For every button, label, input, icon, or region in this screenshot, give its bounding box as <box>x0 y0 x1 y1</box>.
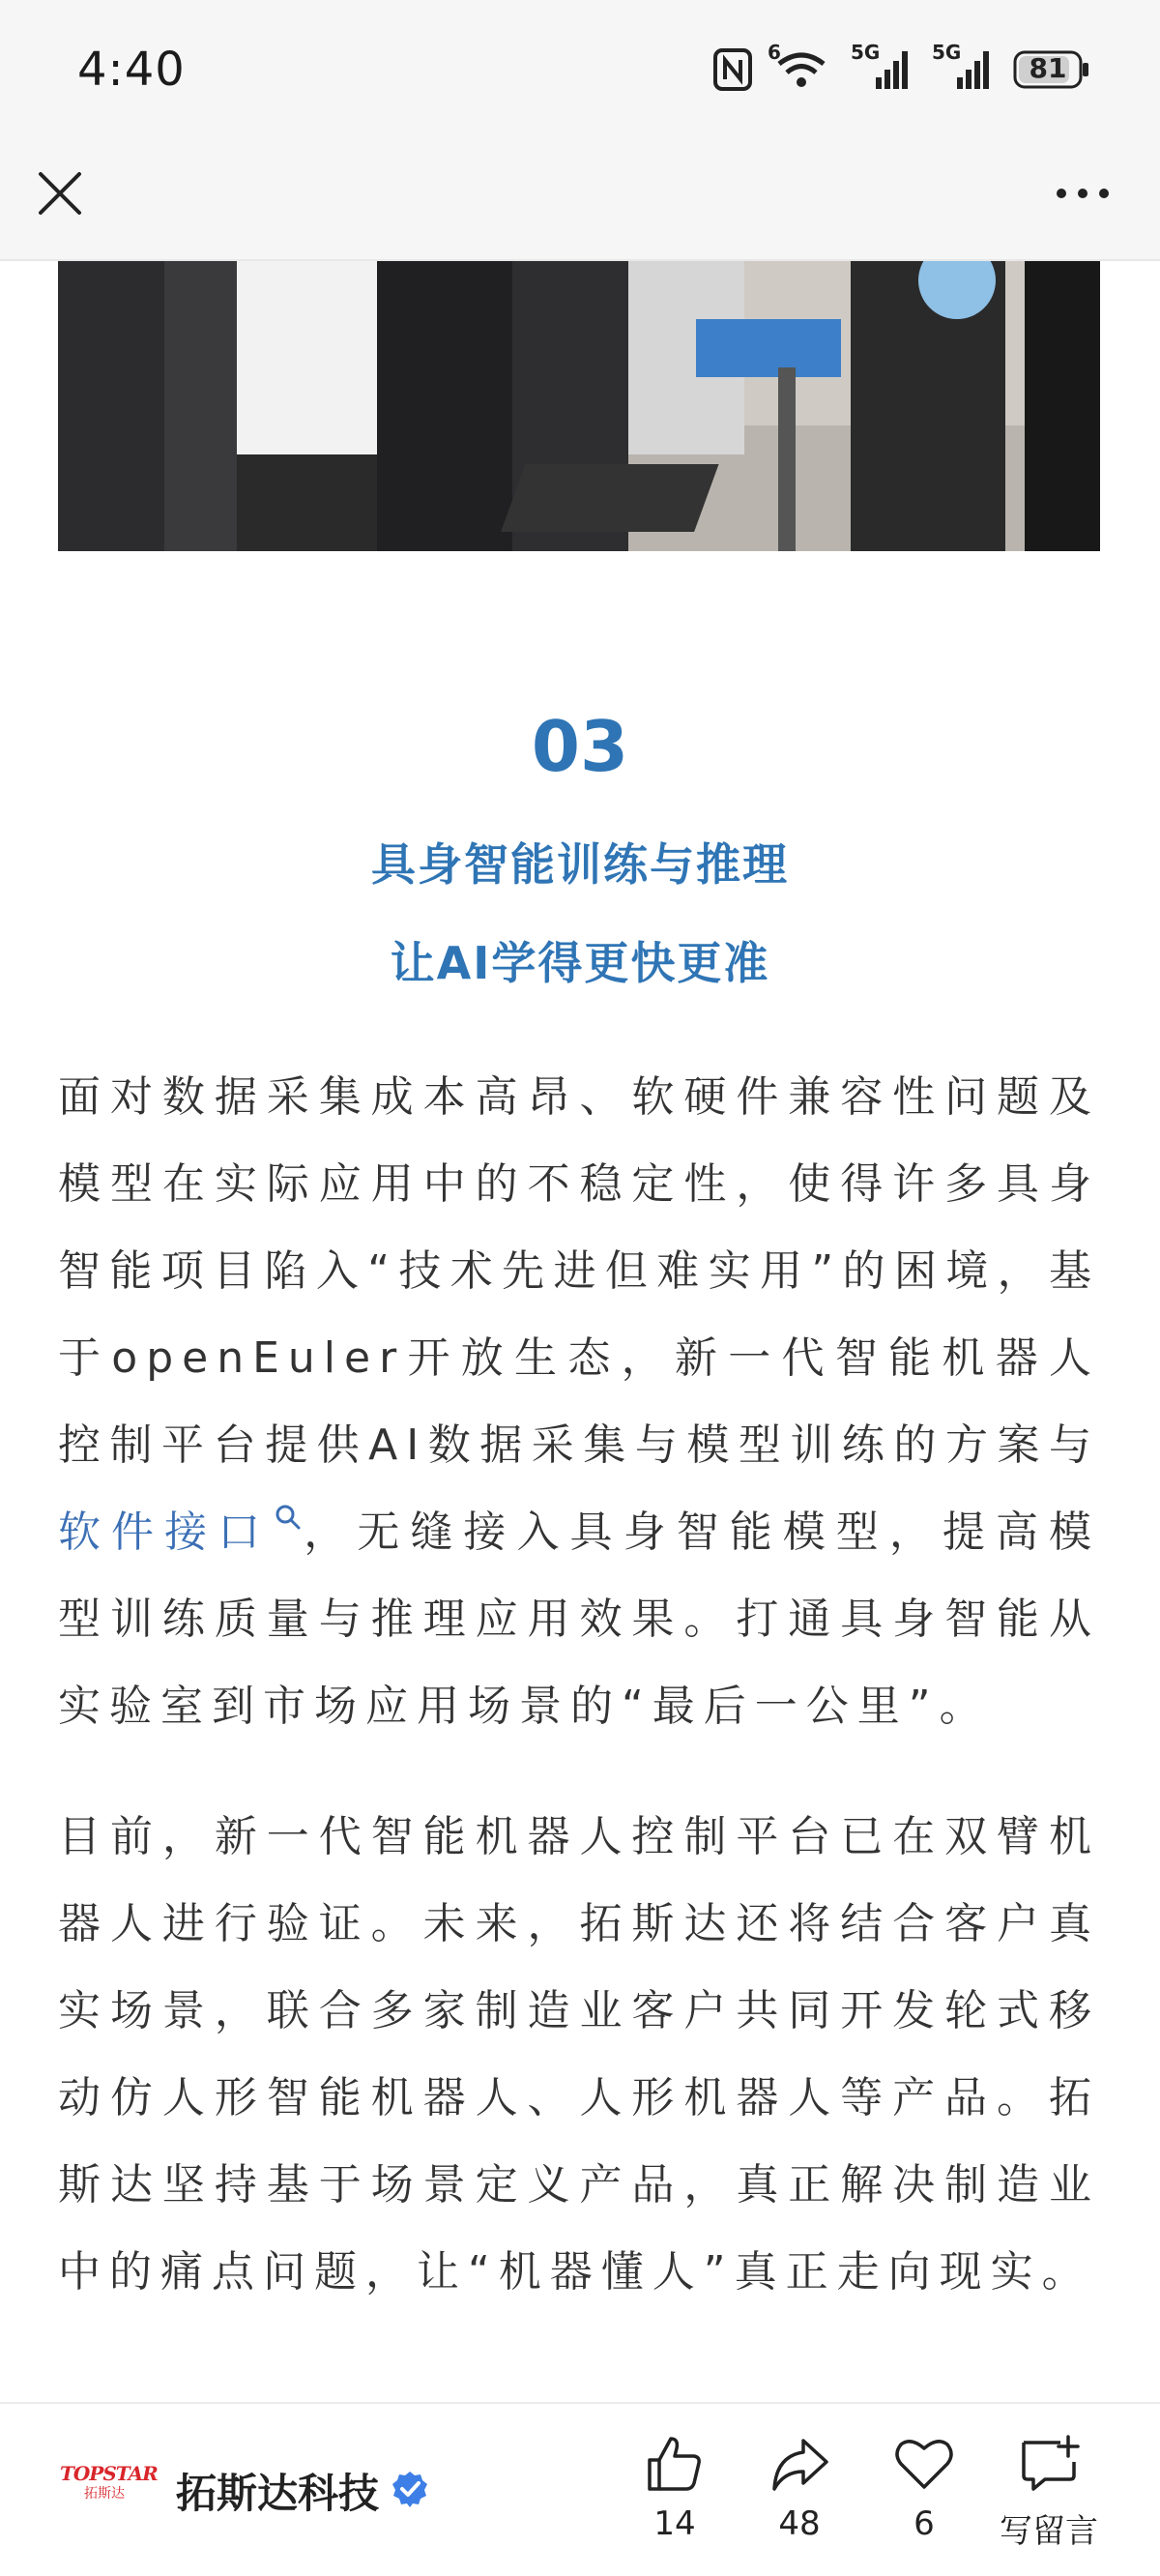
close-icon[interactable] <box>31 164 89 222</box>
section-title-line-1: 具身智能训练与推理 <box>371 838 789 891</box>
favorite-count: 6 <box>914 2504 935 2543</box>
comment-button[interactable] <box>988 2433 1110 2552</box>
verified-badge-icon <box>391 2470 429 2508</box>
comment-add-icon <box>1018 2433 1080 2495</box>
wifi-label: 6 <box>768 41 781 64</box>
thumbs-up-icon <box>644 2433 706 2495</box>
brand-logo-text: TOPSTAR <box>60 2462 158 2485</box>
signal-icon-1 <box>851 41 911 91</box>
account-name[interactable]: 拓斯达科技 <box>176 2470 380 2517</box>
bottom-action-bar <box>0 2402 1160 2576</box>
heart-icon <box>893 2433 955 2495</box>
more-icon[interactable] <box>1052 178 1114 209</box>
like-count: 14 <box>653 2504 696 2543</box>
software-interface-link[interactable] <box>58 1508 302 1557</box>
signal-label-2: 5G <box>932 41 962 64</box>
like-button[interactable] <box>617 2433 733 2543</box>
search-icon <box>275 1504 302 1531</box>
article-photo <box>58 261 1100 551</box>
comment-label: 写留言 <box>1000 2512 1098 2551</box>
status-bar <box>0 0 1160 135</box>
wifi-icon <box>768 41 829 91</box>
section-number: 03 <box>531 706 629 787</box>
status-icons <box>713 41 1090 95</box>
share-button[interactable] <box>741 2433 857 2543</box>
nfc-icon <box>713 48 752 91</box>
article-paragraph-2: 目前，新一代智能机器人控制平台已在双臂机器人进行验证。未来，拓斯达还将结合客户真实场景，联合多家制造业客户共同开发轮式移动仿人形智能机器人、人形机器人等产品。拓斯达坚持基于场景定义产品，真正解决制造业中的痛点问题，让“机器懂人”真正走向现实。 <box>58 1812 1100 2297</box>
signal-icon-2 <box>932 41 992 91</box>
top-nav-bar <box>0 135 1160 261</box>
paragraph-1-text-b: ，无缝接入具身智能模型，提高模型训练质量与推理应用效果。打通具身智能从实验室到市场应用场景的“最后一公里”。 <box>58 1508 1101 1731</box>
section-title-line-2: 让AI学得更快更准 <box>390 937 770 989</box>
status-time: 4:40 <box>77 43 186 97</box>
favorite-button[interactable] <box>866 2433 982 2543</box>
brand-logo-subtext: 拓斯达 <box>84 2486 125 2502</box>
software-interface-link-text: 软件接口 <box>58 1508 272 1557</box>
battery-level: 81 <box>1029 52 1067 84</box>
paragraph-1-text-a: 面对数据采集成本高昂、软硬件兼容性问题及模型在实际应用中的不稳定性，使得许多具身智能项目陷入“技术先进但难实用”的困境，基于openEuler开放生态，新一代智能机器人控制平台提供AI数据采集与模型训练的方案与 <box>58 1072 1100 1470</box>
signal-label-1: 5G <box>851 41 881 64</box>
article-paragraph-1 <box>58 1054 1100 1750</box>
brand-logo[interactable] <box>60 2462 158 2510</box>
share-icon <box>768 2433 830 2495</box>
share-count: 48 <box>778 2504 821 2543</box>
battery-icon <box>1013 50 1090 89</box>
